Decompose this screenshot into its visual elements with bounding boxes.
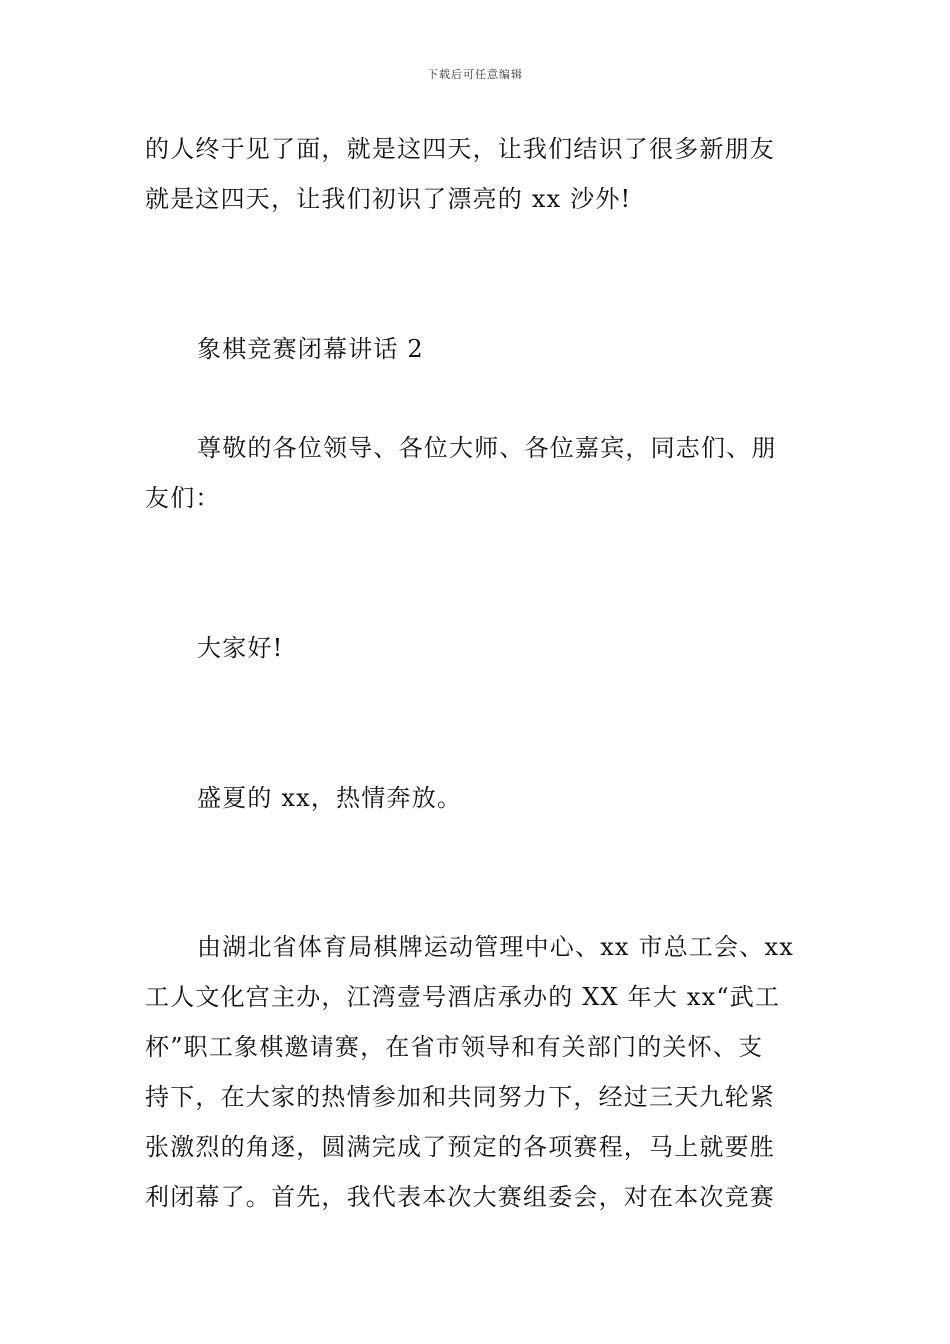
page-header-note: 下载后可任意编辑 <box>427 68 523 81</box>
paragraph-line: 张激烈的角逐，圆满完成了预定的各项赛程，马上就要胜 <box>145 1133 775 1161</box>
paragraph-line: 利闭幕了。首先，我代表本次大赛组委会，对在本次竞赛 <box>145 1183 775 1211</box>
paragraph-line: 盛夏的 xx，热情奔放。 <box>197 784 463 812</box>
paragraph-line: 由湖北省体育局棋牌运动管理中心、xx 市总工会、xx <box>197 933 794 961</box>
paragraph-line: 大家好! <box>197 634 284 662</box>
paragraph-line: 的人终于见了面，就是这四天，让我们结识了很多新朋友 <box>145 135 775 163</box>
paragraph-line: 工人文化宫主办，江湾壹号酒店承办的 XX 年大 xx“武工 <box>145 983 781 1011</box>
greeting-line: 尊敬的各位领导、各位大师、各位嘉宾，同志们、朋 <box>197 434 777 462</box>
paragraph-line: 杯”职工象棋邀请赛，在省市领导和有关部门的关怀、支 <box>145 1033 764 1061</box>
greeting-line: 友们： <box>145 484 221 512</box>
paragraph-line: 持下，在大家的热情参加和共同努力下，经过三天九轮紧 <box>145 1083 775 1111</box>
paragraph-line: 就是这四天，让我们初识了漂亮的 xx 沙外! <box>145 185 632 213</box>
section-heading: 象棋竞赛闭幕讲话 2 <box>197 335 424 363</box>
